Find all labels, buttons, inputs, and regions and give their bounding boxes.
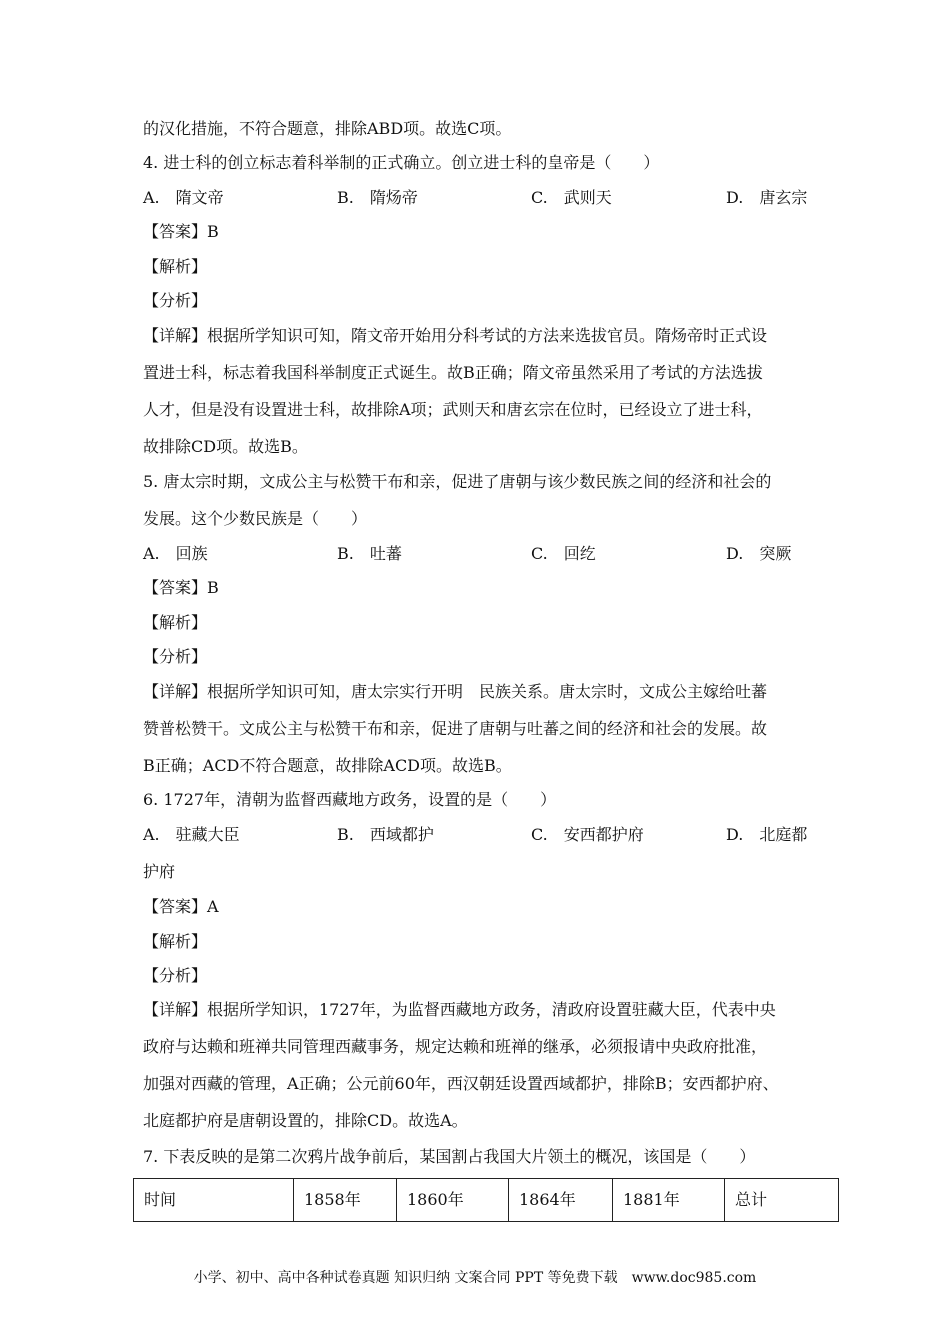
q4-explanation-line: 【详解】根据所学知识可知，隋文帝开始用分科考试的方法来选拔官员。隋炀帝时正式设 [143, 326, 768, 345]
q6-explanation-line: 加强对西藏的管理，A正确；公元前60年，西汉朝廷设置西域都护，排除B；安西都护府、 [143, 1074, 779, 1093]
q5-option-d: D. 突厥 [726, 544, 792, 563]
question-5-stem: 5. 唐太宗时期，文成公主与松赞干布和亲，促进了唐朝与该少数民族之间的经济和社会的 [143, 472, 772, 491]
q6-option-d-continued: 护府 [143, 862, 176, 881]
question-4-stem: 4. 进士科的创立标志着科举制的正式确立。创立进士科的皇帝是（ ） [143, 153, 660, 172]
q5-breakdown-heading: 【分析】 [143, 647, 208, 666]
q5-explanation-line: B正确；ACD不符合题意，故排除ACD项。故选B。 [143, 756, 512, 775]
q4-explanation-line: 置进士科，标志着我国科举制度正式诞生。故B正确；隋文帝虽然采用了考试的方法选拔 [143, 363, 763, 382]
q4-answer: 【答案】B [143, 222, 219, 241]
q4-analysis-heading: 【解析】 [143, 257, 208, 276]
question-5-stem: 发展。这个少数民族是（ ） [143, 509, 368, 528]
q4-explanation-line: 人才，但是没有设置进士科，故排除A项；武则天和唐玄宗在位时，已经设立了进士科， [143, 400, 763, 419]
q6-explanation-line: 政府与达赖和班禅共同管理西藏事务，规定达赖和班禅的继承，必须报请中央政府批准， [143, 1037, 768, 1056]
q6-explanation-line: 【详解】根据所学知识，1727年，为监督西藏地方政务，清政府设置驻藏大臣，代表中央 [143, 1000, 776, 1019]
table-header-cell: 1858年 [294, 1179, 397, 1222]
q4-option-a: A. 隋文帝 [143, 188, 224, 207]
page-footer: 小学、初中、高中各种试卷真题 知识归纳 文案合同 PPT 等免费下载 www.doc985.com [193, 1270, 757, 1286]
q6-option-c: C. 安西都护府 [531, 825, 644, 844]
q6-option-b: B. 西域都护 [337, 825, 434, 844]
q4-explanation-line: 故排除CD项。故选B。 [143, 437, 308, 456]
q5-explanation-line: 【详解】根据所学知识可知，唐太宗实行开明 民族关系。唐太宗时，文成公主嫁给吐蕃 [143, 682, 768, 701]
q6-breakdown-heading: 【分析】 [143, 966, 208, 985]
q6-explanation-line: 北庭都护府是唐朝设置的，排除CD。故选A。 [143, 1111, 468, 1130]
question-6-stem: 6. 1727年，清朝为监督西藏地方政务，设置的是（ ） [143, 790, 557, 809]
q6-analysis-heading: 【解析】 [143, 932, 208, 951]
q4-breakdown-heading: 【分析】 [143, 291, 208, 310]
q6-option-a: A. 驻藏大臣 [143, 825, 240, 844]
q5-option-c: C. 回纥 [531, 544, 596, 563]
table-header-row [134, 1179, 839, 1222]
q6-answer: 【答案】A [143, 897, 219, 916]
q5-explanation-line: 赞普松赞干。文成公主与松赞干布和亲，促进了唐朝与吐蕃之间的经济和社会的发展。故 [143, 719, 768, 738]
table-header-cell: 时间 [134, 1179, 294, 1222]
table-header-cell: 总计 [725, 1179, 839, 1222]
table-header-cell: 1860年 [397, 1179, 509, 1222]
q4-option-b: B. 隋炀帝 [337, 188, 418, 207]
q5-analysis-heading: 【解析】 [143, 613, 208, 632]
table-header-cell: 1864年 [509, 1179, 613, 1222]
table-header-cell: 1881年 [613, 1179, 725, 1222]
text-line: 的汉化措施，不符合题意，排除ABD项。故选C项。 [143, 119, 512, 138]
q5-option-a: A. 回族 [143, 544, 208, 563]
q6-option-d: D. 北庭都 [726, 825, 808, 844]
question-7-stem: 7. 下表反映的是第二次鸦片战争前后，某国割占我国大片领土的概况，该国是（ ） [143, 1147, 756, 1166]
question-7-table [133, 1178, 839, 1222]
q5-option-b: B. 吐蕃 [337, 544, 402, 563]
q4-option-d: D. 唐玄宗 [726, 188, 808, 207]
q4-option-c: C. 武则天 [531, 188, 612, 207]
q5-answer: 【答案】B [143, 578, 219, 597]
